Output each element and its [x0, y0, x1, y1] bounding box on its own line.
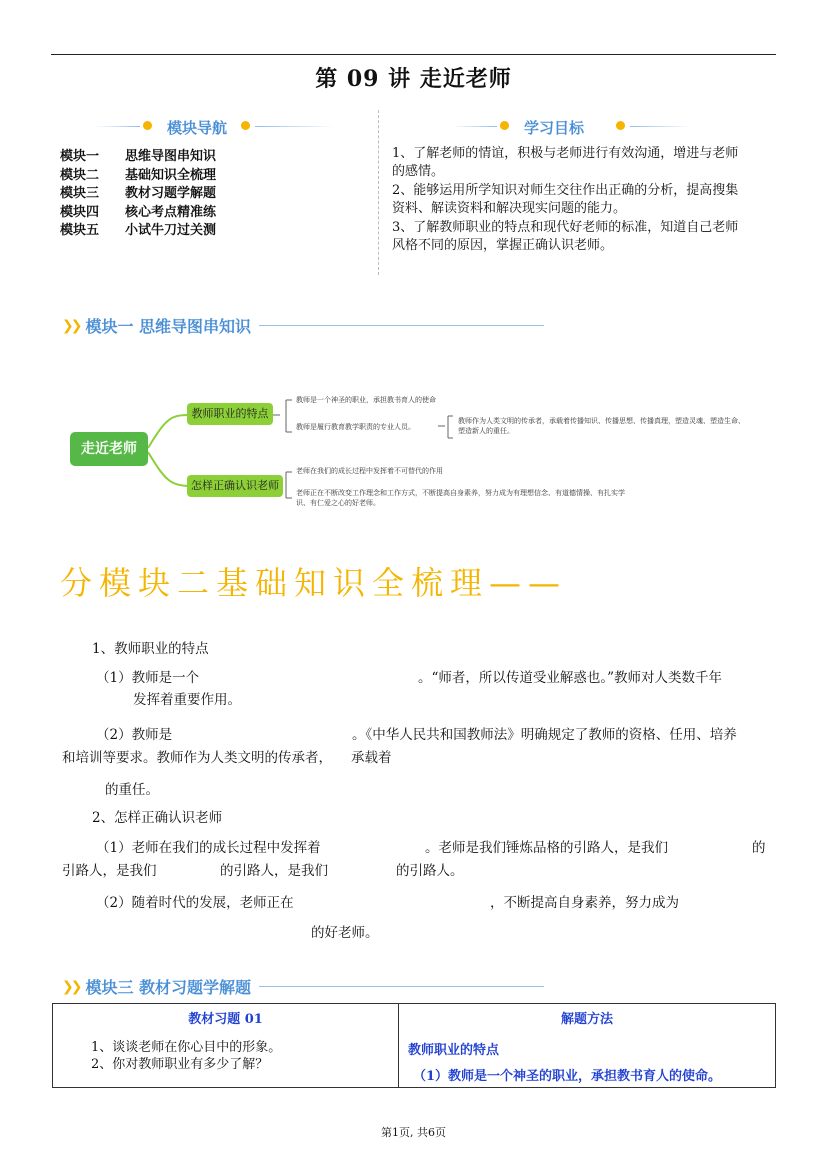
nav-banner-label: 模块导航: [167, 119, 228, 137]
nav-item[interactable]: 模块四 核心考点精准练: [60, 204, 217, 220]
fill-blank-text: 的引路人。: [396, 863, 464, 879]
mindmap-root: 走近老师: [70, 432, 148, 466]
double-chevron-icon: ❯❯: [62, 317, 80, 334]
module2-heading: 分模块二基础知识全梳理——: [60, 564, 568, 602]
fill-blank-text: （2）教师是: [96, 727, 173, 743]
nav-item[interactable]: 模块五 小试牛刀过关测: [60, 223, 217, 238]
fill-blank-text: （1）教师是一个: [96, 670, 200, 686]
top-rule: [51, 54, 776, 55]
mindmap-leaf: 教师是履行教育教学职责的专业人员。: [296, 423, 415, 431]
fill-blank-text: 。老师是我们锤炼品格的引路人，是我们: [425, 840, 668, 856]
mindmap-leaf: 教师作为人类文明的传承者，承载着传播知识、传播思想、传播真理，塑造灵魂、塑造生命、塑造新人的重任。: [458, 417, 745, 435]
solution-header: 解题方法: [560, 1012, 613, 1027]
goal-item: 1、了解老师的情谊，积极与老师进行有效沟通，增进与老师的感情。: [392, 146, 739, 179]
module1-heading: ❯❯ 模块一 思维导图串知识: [62, 314, 544, 337]
fill-blank-text: ，不断提高自身素养，努力成为: [490, 895, 679, 911]
mindmap-branch: 教师职业的特点: [187, 403, 273, 425]
nav-item[interactable]: 模块三 教材习题学解题: [60, 186, 217, 201]
module-nav-list: [60, 148, 216, 241]
fill-blank-text: 的: [752, 840, 766, 856]
fill-blank-text: 引路人，是我们: [62, 863, 157, 879]
fill-blank-text: （1）老师在我们的成长过程中发挥着: [96, 840, 321, 856]
fill-blank-text: 承载着: [351, 750, 392, 766]
mindmap-leaf: 老师在我们的成长过程中发挥着不可替代的作用: [296, 467, 443, 475]
dot-icon: [616, 121, 625, 130]
column-divider: [378, 110, 379, 275]
dot-icon: [241, 121, 250, 130]
goal-item: 2、能够运用所学知识对师生交往作出正确的分析，提高搜集资料、解读资料和解决现实问题的能力。: [392, 183, 739, 216]
learning-goals: [392, 145, 747, 254]
answer-title: 教师职业的特点: [408, 1043, 500, 1058]
exercise-question: 1、谈谈老师在你心目中的形象。: [91, 1040, 282, 1055]
fill-blank-text: 。《中华人民共和国教师法》明确规定了教师的资格、任用、培养: [352, 727, 737, 743]
exercise-table: [52, 1003, 776, 1088]
section-heading: 1、教师职业的特点: [92, 641, 209, 657]
mindmap-leaf: 教师是一个神圣的职业，承担教书育人的使命: [296, 396, 436, 404]
page-footer: 第1页, 共6页: [381, 1126, 446, 1139]
double-chevron-icon: ❯❯: [62, 978, 80, 995]
goal-item: 3、了解教师职业的特点和现代好老师的标准，知道自己老师风格不同的原因，掌握正确认识老师。: [392, 220, 739, 253]
section-heading: 2、怎样正确认识老师: [92, 810, 223, 826]
module3-heading: ❯❯ 模块三 教材习题学解题: [62, 975, 544, 998]
nav-item[interactable]: 模块一 思维导图串知识: [60, 149, 217, 164]
fill-blank-text: 的好老师。: [311, 925, 379, 941]
mindmap-leaf: 老师正在不断改变工作理念和工作方式，不断提高自身素养，努力成为有理想信念、有道德情操、有扎实学识、有仁爱之心的好老师。: [296, 489, 625, 507]
fill-blank-text: 的引路人，是我们: [220, 863, 328, 879]
nav-item[interactable]: 模块二 基础知识全梳理: [60, 167, 217, 183]
fill-blank-text: 和培训等要求。教师作为人类文明的传承者，: [62, 750, 332, 766]
fill-blank-text: （2）随着时代的发展，老师正在: [96, 895, 294, 911]
page-title: 第 09 讲 走近老师: [315, 66, 512, 92]
mindmap-branch: 怎样正确认识老师: [187, 475, 283, 497]
exercise-question: 2、你对教师职业有多少了解？: [91, 1057, 269, 1072]
fill-blank-text: 的重任。: [105, 782, 159, 798]
exercise-header: 教材习题 01: [188, 1012, 263, 1027]
nav-banner: [95, 117, 335, 137]
dot-icon: [500, 121, 509, 130]
fill-blank-text: 发挥着重要作用。: [133, 692, 241, 708]
answer-text: （1）教师是一个神圣的职业，承担教书育人的使命。: [413, 1069, 722, 1084]
fill-blank-text: 。“师者，所以传道受业解惑也。”教师对人类数千年: [418, 670, 723, 686]
goal-banner: [452, 117, 692, 137]
dot-icon: [143, 121, 152, 130]
goal-banner-label: 学习目标: [524, 119, 585, 137]
